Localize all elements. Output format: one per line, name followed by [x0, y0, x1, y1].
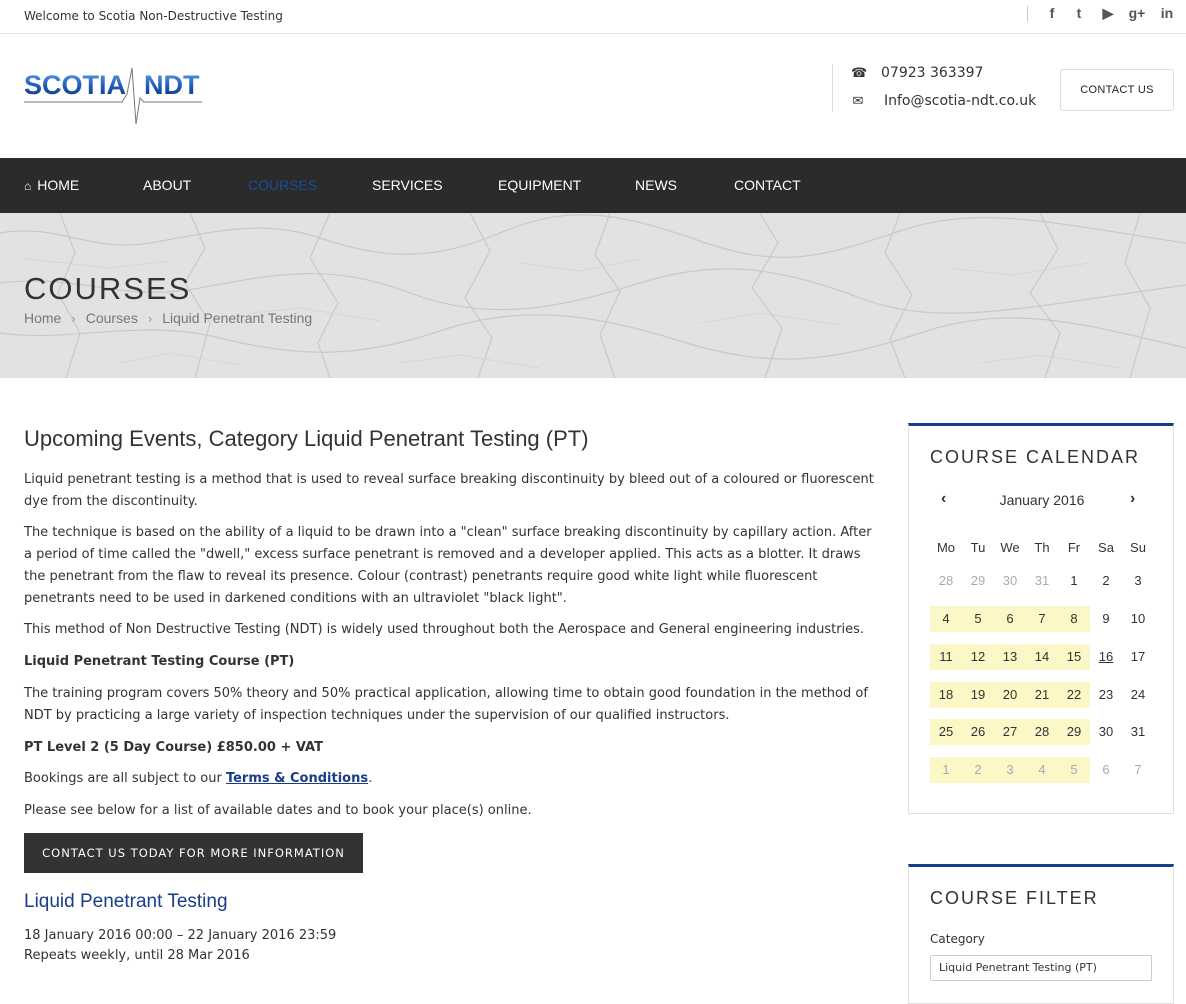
calendar-event-day[interactable]: 14 [1026, 644, 1058, 670]
calendar-day-header: Mo [936, 540, 956, 555]
calendar-day: 6 [1102, 762, 1110, 777]
calendar-event-day[interactable]: 21 [1026, 682, 1058, 708]
nav-contact[interactable]: CONTACT [734, 177, 801, 193]
calendar-event-day[interactable]: 26 [962, 719, 994, 745]
envelope-icon: ✉ [852, 94, 864, 109]
bookings-suffix: . [368, 771, 373, 786]
contact-us-button[interactable]: CONTACT US [1060, 69, 1174, 111]
calendar-event-day[interactable]: 22 [1058, 682, 1090, 708]
calendar-event-day[interactable]: 2 [962, 757, 994, 783]
calendar-event-day[interactable]: 4 [930, 606, 962, 632]
calendar-day: 16 [1098, 649, 1114, 664]
terms-conditions-link[interactable]: Terms & Conditions [225, 771, 369, 786]
calendar-day-header: Tu [970, 540, 986, 555]
nav-news[interactable]: NEWS [635, 177, 677, 193]
nav-services[interactable]: SERVICES [372, 177, 443, 193]
calendar-event-day[interactable]: 12 [962, 644, 994, 670]
calendar-day: 10 [1130, 611, 1146, 626]
calendar-day-header: Th [1034, 540, 1050, 555]
filter-title: COURSE FILTER [930, 888, 1099, 908]
calendar-day: 30 [1098, 724, 1114, 739]
chevron-right-icon[interactable]: › [1130, 490, 1136, 507]
calendar-day: 24 [1130, 687, 1146, 702]
home-icon: ⌂ [24, 179, 32, 193]
training-paragraph: The training program covers 50% theory and 50% practical application, allowing time to obtain good foundation in the method of NDT by practicing a large variety of inspection techniques under the supervision of our qualified instructors. [24, 686, 868, 723]
nav-about[interactable]: ABOUT [143, 177, 192, 193]
calendar-event-day[interactable]: 18 [930, 682, 962, 708]
calendar-event-day[interactable]: 15 [1058, 644, 1090, 670]
site-logo[interactable] [24, 64, 204, 128]
google-plus-icon[interactable]: g+ [1128, 5, 1146, 21]
event-title-link[interactable]: Liquid Penetrant Testing [24, 891, 228, 912]
chevron-right-icon: › [147, 310, 153, 326]
usage-paragraph: This method of Non Destructive Testing (NDT) is widely used throughout both the Aerospace and General engineering industries. [24, 622, 865, 637]
header-divider [832, 64, 833, 112]
calendar-day: 9 [1102, 611, 1110, 626]
bookings-prefix: Bookings are all subject to our [24, 771, 226, 786]
contact-cta-button[interactable]: CONTACT US TODAY FOR MORE INFORMATION [24, 833, 363, 873]
chevron-left-icon[interactable]: ‹ [941, 490, 947, 507]
nav-home-label: HOME [37, 177, 80, 193]
calendar-event-day[interactable]: 5 [1058, 757, 1090, 783]
calendar-day: 28 [938, 573, 954, 588]
calendar-day: 31 [1034, 573, 1050, 588]
event-repeat: Repeats weekly, until 28 Mar 2016 [24, 948, 250, 963]
header-phone[interactable]: 07923 363397 [881, 65, 984, 81]
calendar-day: 29 [970, 573, 986, 588]
course-calendar-widget [908, 423, 1174, 814]
calendar-event-day[interactable]: 28 [1026, 719, 1058, 745]
event-dates: 18 January 2016 00:00 – 22 January 2016 23:59 [24, 928, 337, 943]
breadcrumb-home[interactable]: Home [24, 310, 62, 326]
facebook-icon[interactable]: f [1049, 5, 1055, 21]
calendar-event-day[interactable]: 5 [962, 606, 994, 632]
bookings-line [24, 768, 880, 790]
calendar-event-day[interactable]: 3 [994, 757, 1026, 783]
events-heading: Upcoming Events, Category Liquid Penetrant Testing (PT) [24, 426, 589, 451]
intro-paragraph: Liquid penetrant testing is a method that is used to reveal surface breaking discontinuity by bleed out of a coloured or fluorescent dye from the discontinuity. [24, 472, 874, 509]
nav-home[interactable] [24, 158, 79, 213]
category-label: Category [930, 932, 985, 946]
calendar-day: 1 [1070, 573, 1078, 588]
svg-text:SCOTIA: SCOTIA [24, 70, 127, 100]
nav-courses[interactable]: COURSES [248, 177, 318, 193]
chevron-right-icon: › [71, 310, 76, 326]
nav-equipment[interactable]: EQUIPMENT [498, 177, 582, 193]
svg-text:NDT: NDT [144, 70, 200, 100]
calendar-day-header: Sa [1098, 540, 1114, 555]
twitter-icon[interactable]: t [1076, 5, 1082, 21]
calendar-title: COURSE CALENDAR [930, 447, 1141, 467]
calendar-event-day[interactable]: 7 [1026, 606, 1058, 632]
calendar-event-day[interactable]: 6 [994, 606, 1026, 632]
calendar-month: January 2016 [999, 492, 1085, 508]
calendar-event-day[interactable]: 27 [994, 719, 1026, 745]
calendar-event-day[interactable]: 8 [1058, 606, 1090, 632]
page-title: COURSES [24, 271, 192, 306]
top-bar [0, 0, 1186, 34]
calendar-day: 3 [1134, 573, 1142, 588]
header-email[interactable]: Info@scotia-ndt.co.uk [884, 93, 1037, 109]
calendar-day: 30 [1002, 573, 1018, 588]
calendar-event-day[interactable]: 1 [930, 757, 962, 783]
calendar-event-day[interactable]: 19 [962, 682, 994, 708]
calendar-day-header: We [1000, 540, 1020, 555]
calendar-day: 23 [1098, 687, 1114, 702]
calendar-day: 17 [1130, 649, 1146, 664]
breadcrumb-courses[interactable]: Courses [85, 310, 138, 326]
welcome-text: Welcome to Scotia Non-Destructive Testing [24, 9, 283, 23]
topbar-divider [1027, 6, 1028, 22]
page-title-band [0, 213, 1186, 378]
youtube-icon[interactable]: ▶ [1102, 5, 1114, 21]
linkedin-icon[interactable]: in [1160, 5, 1174, 21]
calendar-event-day[interactable]: 4 [1026, 757, 1058, 783]
price-line: PT Level 2 (5 Day Course) £850.00 + VAT [24, 740, 323, 755]
technique-paragraph: The technique is based on the ability of a liquid to be drawn into a "clean" surface breaking discontinuity by capillary action. After a period of time called the "dwell," excess surface penetrant is removed and a developer applied. This acts as a blotter. It draws the penetrant from the flaw to reveal its presence. Colour (contrast) penetrants require good white light while fluorescent penetrants need to be used in darkened conditions with an ultraviolet "black light". [24, 525, 872, 606]
calendar-day-header: Fr [1067, 540, 1081, 555]
calendar-event-day[interactable]: 11 [930, 644, 962, 670]
breadcrumb [24, 310, 312, 326]
calendar-event-day[interactable]: 25 [930, 719, 962, 745]
scotia-ndt-logo [24, 64, 204, 128]
calendar-day: 2 [1102, 573, 1110, 588]
course-heading: Liquid Penetrant Testing Course (PT) [24, 654, 295, 669]
calendar-event-day[interactable]: 29 [1058, 719, 1090, 745]
calendar-event-day[interactable]: 20 [994, 682, 1026, 708]
course-filter-widget [908, 864, 1174, 1004]
calendar-event-day[interactable]: 13 [994, 644, 1026, 670]
calendar-day: 7 [1134, 762, 1142, 777]
calendar-day-header: Su [1130, 540, 1146, 555]
dates-note: Please see below for a list of available dates and to book your place(s) online. [24, 803, 532, 818]
category-select[interactable]: Liquid Penetrant Testing (PT) [930, 955, 1152, 981]
phone-icon: ☎ [851, 66, 868, 81]
main-nav [0, 158, 1186, 213]
breadcrumb-current: Liquid Penetrant Testing [162, 310, 313, 326]
site-header [0, 34, 1186, 158]
calendar-day: 31 [1130, 724, 1146, 739]
